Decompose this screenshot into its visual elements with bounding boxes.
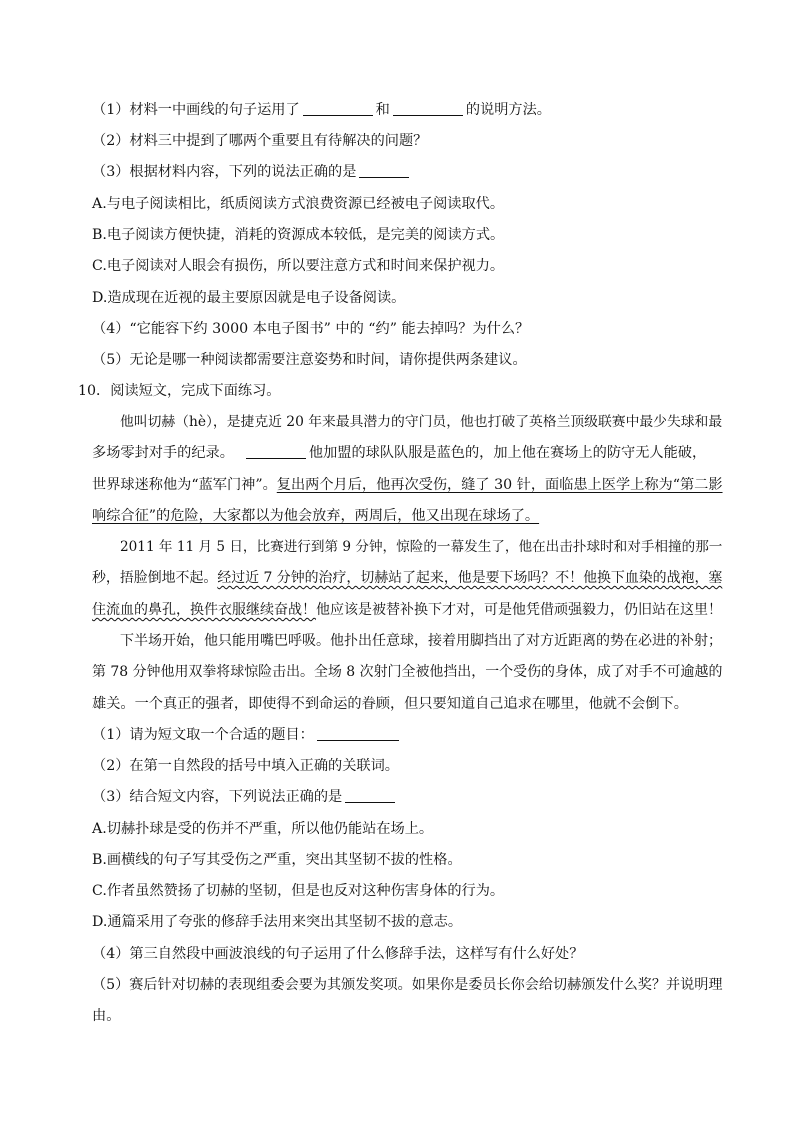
q10-p2-line1: 2011 年 11 月 5 日，比赛进行到第 9 分钟，惊险的一幕发生了，他在出击扑球时和对手相撞的那一	[120, 539, 723, 555]
q10-p1-line2-post: 他加盟的球队队服是蓝色的，加上他在赛场上的防守无人能破，	[308, 445, 707, 461]
q10-sub3	[92, 787, 398, 807]
q10-sub3-blank[interactable]	[345, 788, 395, 803]
q10-sub1	[92, 725, 402, 745]
q10-p3-line3: 雄关。一个真正的强者，即使得不到命运的眷顾，但只要知道自己追求在哪里，他就不会倒下。	[92, 696, 688, 712]
q10-p2-line3	[92, 600, 722, 620]
q10-p2-line2	[92, 568, 722, 588]
q10-sub5-line2: 由。	[92, 1008, 121, 1024]
q10-p1-line2-pre: 多场零封对手的纪录。	[92, 445, 234, 461]
q10-p1-line4	[92, 506, 539, 526]
q10-option-d: D.通篇采用了夸张的修辞手法用来突出其坚韧不拔的意志。	[92, 914, 463, 930]
q10-p1-line1: 他叫切赫（hè），是捷克近 20 年来最具潜力的守门员，他也打破了英格兰顶级联赛中最少失球和最	[120, 414, 723, 430]
q10-sub3-text: （3）结合短文内容，下列说法正确的是	[92, 789, 343, 805]
q9-sub3-text: （3）根据材料内容，下列的说法正确的是	[92, 164, 357, 180]
q9-sub1-text-mid: 和	[375, 102, 390, 118]
q10-sub2: （2）在第一自然段的括号中填入正确的关联词。	[92, 758, 399, 774]
q10-p1-line3-pre: 世界球迷称他为“蓝军门神”。	[92, 477, 277, 493]
q10-p3-line1: 下半场开始，他只能用嘴巴呼吸。他扑出任意球，接着用脚挡出了对方近距离的势在必进的补射；	[120, 633, 722, 649]
q9-sub1	[92, 100, 551, 120]
q10-sub1-blank[interactable]	[317, 726, 399, 741]
q10-option-a: A.切赫扑球是受的伤并不严重，所以他仍能站在场上。	[92, 821, 434, 837]
q9-sub2: （2）材料三中提到了哪两个重要且有待解决的问题？	[92, 133, 428, 149]
q9-sub3	[92, 162, 412, 182]
q10-option-b: B.画横线的句子写其受伤之严重，突出其坚韧不拔的性格。	[92, 852, 462, 868]
q10-p1-underlined-1: 复出两个月后，他再次受伤，缝了 30 针，面临患上医学上称为“第二影	[276, 477, 723, 493]
q9-option-a: A.与电子阅读相比，纸质阅读方式浪费资源已经被电子阅读取代。	[92, 196, 505, 212]
q10-title: 10．阅读短文，完成下面练习。	[78, 383, 281, 399]
q9-option-d: D.造成现在近视的最主要原因就是电子设备阅读。	[92, 290, 406, 306]
q10-sub4: （4）第三自然段中画波浪线的句子运用了什么修辞手法，这样写有什么好处？	[92, 946, 584, 962]
q10-p1-line3	[92, 475, 723, 495]
q10-sub1-text: （1）请为短文取一个合适的题目：	[92, 727, 314, 743]
q10-p3-line2: 第 78 分钟他用双拳将球惊险击出。全场 8 次射门全被他挡出，一个受伤的身体，成了对手不可逾越的	[92, 664, 723, 680]
q9-sub1-text-post: 的说明方法。	[465, 102, 551, 118]
q10-option-c: C.作者虽然赞扬了切赫的坚韧，但是也反对这种伤害身体的行为。	[92, 883, 505, 899]
q9-sub3-blank[interactable]	[359, 163, 409, 178]
q10-sub5-line1: （5）赛后针对切赫的表现组委会要为其颁发奖项。如果你是委员长你会给切赫颁发什么奖？并说明理	[92, 977, 723, 993]
q10-p2-wavy-2: 住流血的鼻孔，换件衣服继续奋战！	[92, 602, 316, 618]
q10-p2-line3-post: 他应该是被替补换下才对，可是他凭借顽强毅力，仍旧站在这里！	[316, 602, 722, 618]
q10-p2-line2-pre: 秒，捂脸倒地不起。	[92, 570, 218, 586]
q9-sub5: （5）无论是哪一种阅读都需要注意姿势和时间，请你提供两条建议。	[92, 352, 527, 368]
q10-p1-underlined-2: 响综合征”的危险，大家都以为他会放弃，两周后，他又出现在球场了。	[92, 508, 540, 524]
q9-sub1-text-pre: （1）材料一中画线的句子运用了	[92, 102, 300, 118]
q9-option-b: B.电子阅读方便快捷，消耗的资源成本较低，是完美的阅读方式。	[92, 227, 505, 243]
q9-option-c: C.电子阅读对人眼会有损伤，所以要注意方式和时间来保护视力。	[92, 258, 505, 274]
q9-sub1-blank-1[interactable]	[303, 101, 373, 116]
q9-sub1-blank-2[interactable]	[393, 101, 463, 116]
q9-sub4: （4）“它能容下约 3000 本电子图书” 中的 “约” 能去掉吗？为什么？	[92, 321, 530, 337]
q10-p2-wavy-1: 经过近 7 分钟的治疗，切赫站了起来，他是要下场吗？不！他换下血染的战袍，塞	[217, 570, 723, 586]
q10-p1-line2	[92, 443, 706, 463]
q10-p1-blank[interactable]	[246, 444, 306, 459]
